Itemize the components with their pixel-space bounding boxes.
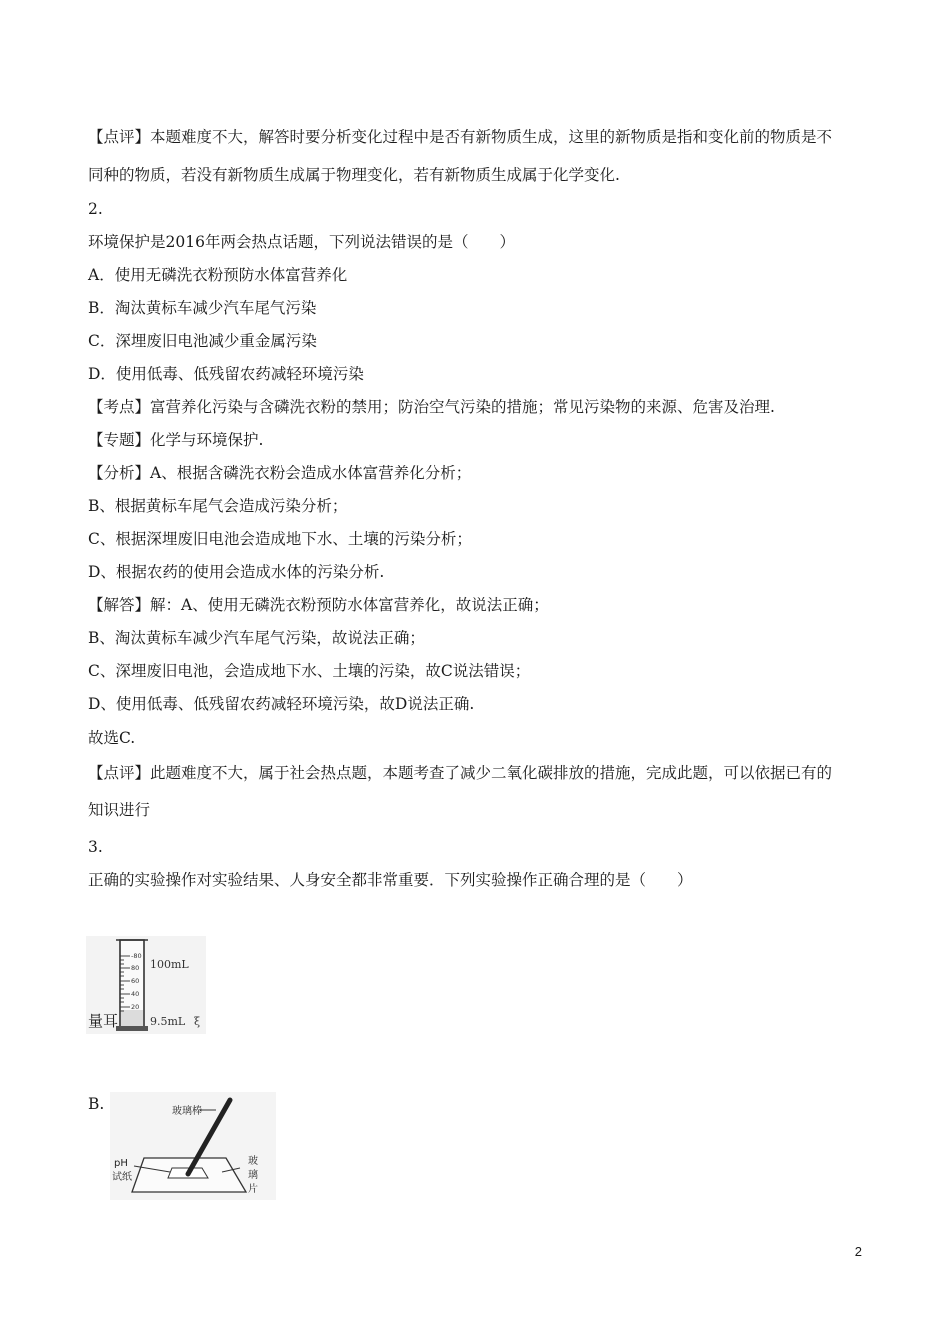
volume-label: 100mL [150,958,189,971]
text-line: B、根据黄标车尾气会造成污染分析； [88,497,348,515]
glass-label-2: 璃 [248,1170,258,1181]
tick-label: 20 [131,1003,140,1011]
ph-test-figure [110,1092,276,1200]
text-line: 知识进行 [88,801,151,819]
text-line: 【考点】富营养化污染与含磷洗衣粉的禁用；防治空气污染的措施；常见污染物的来源、危害及治理. [88,398,775,416]
text-line: 【点评】本题难度不大，解答时要分析变化过程中是否有新物质生成，这里的新物质是指和变化前的物质是不 [88,128,833,146]
page-number: 2 [854,1244,862,1259]
text-line: 【解答】解：A、使用无磷洗衣粉预防水体富营养化，故说法正确； [88,596,549,614]
question-stem: 环境保护是2016年两会热点话题，下列说法错误的是（ ） [88,233,515,251]
graduated-cylinder-illustration [86,936,206,1034]
glass-label-3: 片 [248,1184,258,1195]
tick-label: 40 [131,990,140,998]
text-line: D、使用低毒、低残留农药减轻环境污染，故D说法正确. [88,695,475,713]
text-line: 故选C. [88,729,136,747]
text-line: B、淘汰黄标车减少汽车尾气污染，故说法正确； [88,629,425,647]
tick-label: 80 [131,964,140,972]
text-line: 同种的物质，若没有新物质生成属于物理变化，若有新物质生成属于化学变化. [88,166,620,184]
text-line: 【分析】A、根据含磷洗衣粉会造成水体富营养化分析； [88,464,472,482]
tick-label: -80 [131,952,142,960]
graduated-cylinder-figure [86,936,206,1034]
option-b-letter: B. [88,1095,105,1113]
tick-label: 60 [131,977,140,985]
ph-label: pH [114,1158,128,1169]
question-number: 3. [88,838,103,856]
option-b: B．淘汰黄标车减少汽车尾气污染 [88,299,317,317]
glass-label-1: 玻 [248,1156,258,1167]
text-line: C、根据深埋废旧电池会造成地下水、土壤的污染分析； [88,530,472,548]
text-line: C、深埋废旧电池，会造成地下水、土壤的污染，故C说法错误； [88,662,531,680]
option-c: C．深埋废旧电池减少重金属污染 [88,332,317,350]
option-d: D．使用低毒、低残留农药减轻环境污染 [88,365,364,383]
question-stem: 正确的实验操作对实验结果、人身安全都非常重要．下列实验操作正确合理的是（ ） [88,871,693,889]
question-number: 2. [88,200,103,218]
option-a: A．使用无磷洗衣粉预防水体富营养化 [88,266,348,284]
ph-test-illustration [110,1092,276,1200]
caption-right: ξ [194,1015,201,1028]
rod-label: 玻璃棒 [172,1106,202,1117]
paper-label: 试纸 [112,1172,132,1183]
text-line: 【点评】此题难度不大，属于社会热点题，本题考查了减少二氧化碳排放的措施，完成此题，可以依据已有的 [88,764,833,782]
text-line: D、根据农药的使用会造成水体的污染分析. [88,563,385,581]
text-line: 【专题】化学与环境保护. [88,431,264,449]
caption-left: 量耳 [88,1012,119,1030]
reading-label: 9.5mL [150,1015,186,1028]
